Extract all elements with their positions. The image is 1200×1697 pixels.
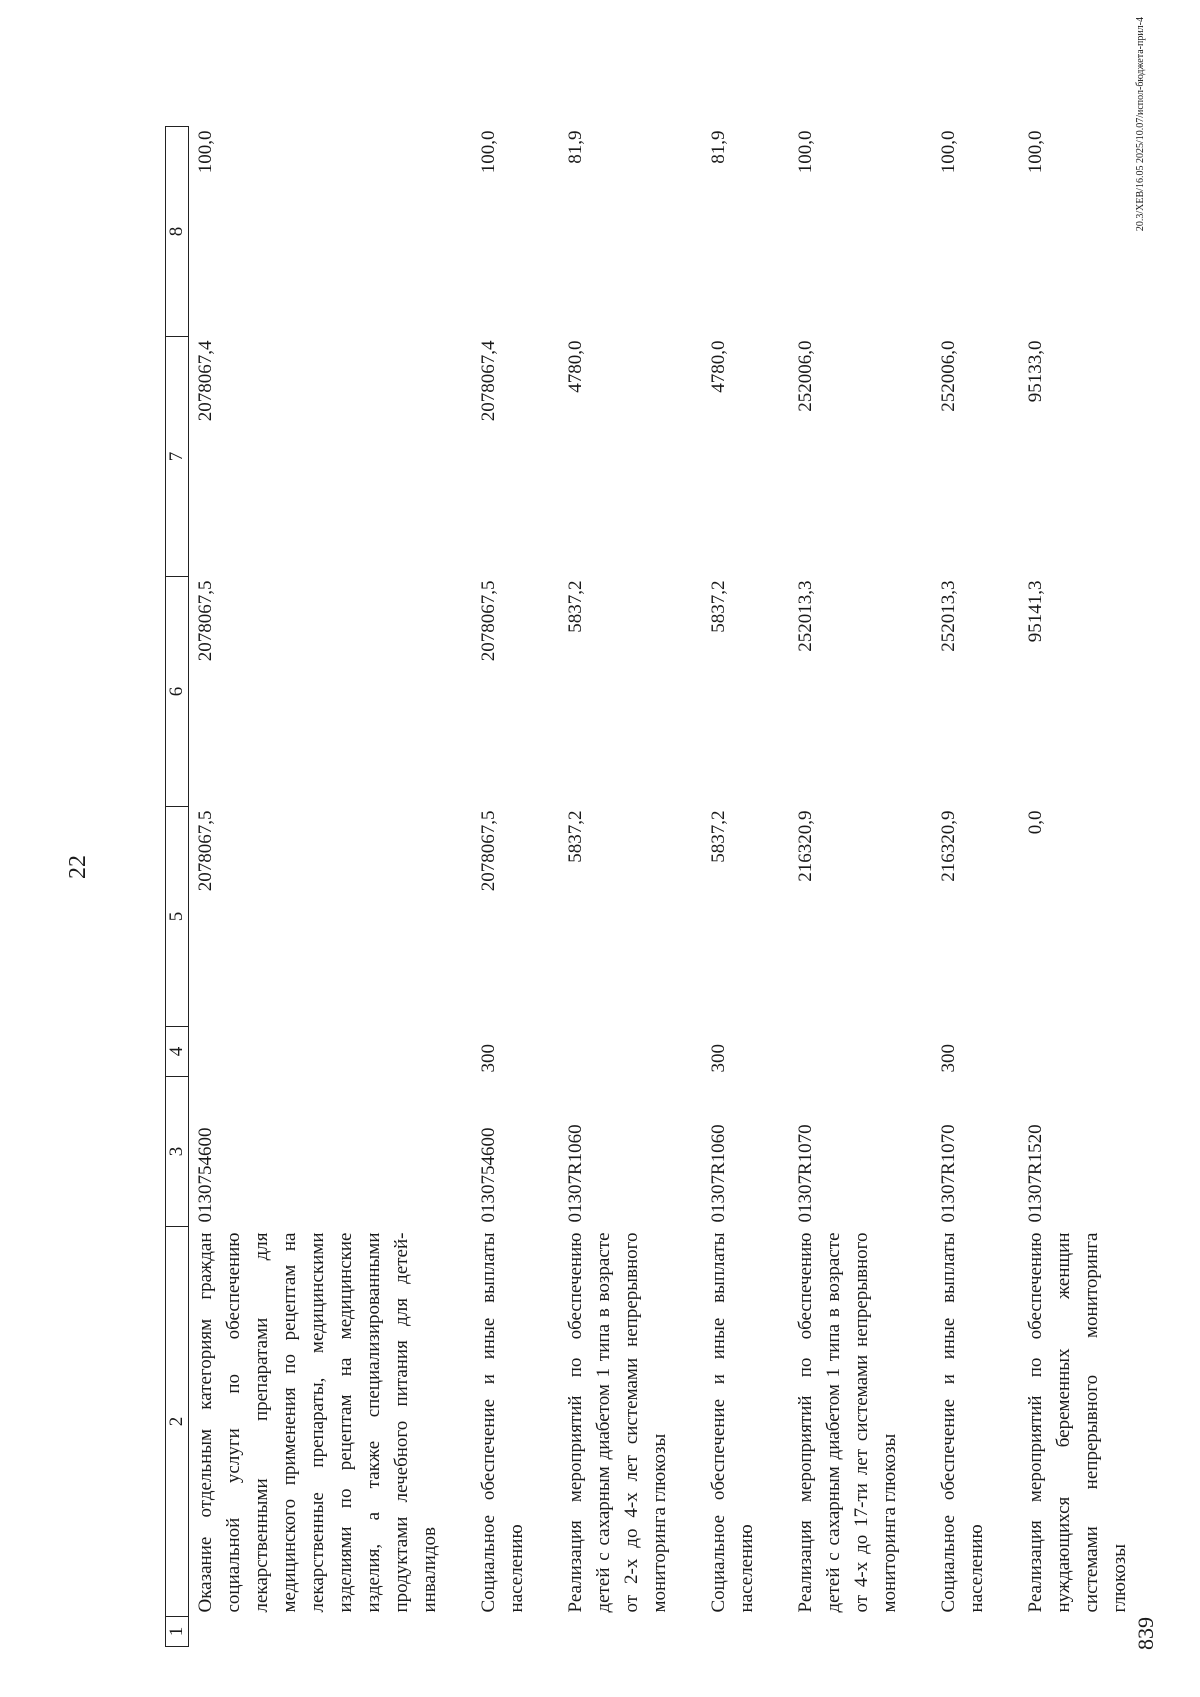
col-header-5: 5 — [166, 807, 189, 1027]
row-value-6: 5837,2 — [565, 580, 586, 633]
col-header-6: 6 — [166, 577, 189, 807]
row-expense-type: 300 — [478, 1044, 499, 1073]
row-description: Оказание отдельным категориям граждан социальной услуги по обеспечению лекарственными препаратами для медицинского применения по рецептам на лекарственные препараты, медицинскими изделиями по рецептам на медицинские изделия, а также специализированными продуктами лечебного питания для детей-инвалидов — [195, 1232, 440, 1613]
row-value-8: 100,0 — [478, 130, 499, 174]
row-description: Реализация мероприятий по обеспечению нуждающихся беременных женщин системами непрерывного мониторинга глюкозы — [1025, 1232, 1130, 1613]
col-header-4: 4 — [166, 1027, 189, 1077]
row-description: Реализация мероприятий по обеспечению детей с сахарным диабетом 1 типа в возрасте от 4-х до 17-ти лет системами непрерывного мониторинга глюкозы — [795, 1232, 900, 1613]
row-value-8: 100,0 — [938, 130, 959, 174]
row-number — [789, 1617, 932, 1647]
row-value-6: 2078067,5 — [195, 580, 216, 662]
row-target-code: 01307R1070 — [938, 1124, 959, 1223]
table-row — [472, 127, 559, 1647]
row-value-5: 0,0 — [1025, 810, 1046, 835]
col-header-8: 8 — [166, 127, 189, 337]
row-expense-type — [189, 1027, 473, 1077]
row-number — [559, 1617, 702, 1647]
row-value-8: 81,9 — [565, 130, 586, 164]
row-expense-type — [789, 1027, 932, 1077]
row-target-code: 01307R1060 — [565, 1124, 586, 1223]
row-target-code: 01307R1070 — [795, 1124, 816, 1223]
row-value-8: 81,9 — [708, 130, 729, 164]
row-expense-type: 300 — [708, 1044, 729, 1073]
row-value-7: 4780,0 — [708, 340, 729, 393]
row-value-7: 4780,0 — [565, 340, 586, 393]
col-header-3: 3 — [166, 1077, 189, 1227]
budget-table — [165, 126, 1162, 1647]
row-value-7: 252006,0 — [795, 340, 816, 412]
row-value-7: 252006,0 — [938, 340, 959, 412]
table-row — [932, 127, 1019, 1647]
col-header-1: 1 — [166, 1617, 189, 1647]
col-header-2: 2 — [166, 1227, 189, 1617]
row-value-5: 216320,9 — [795, 810, 816, 882]
row-value-8: 100,0 — [195, 130, 216, 174]
row-number — [932, 1617, 1019, 1647]
row-value-5: 5837,2 — [708, 810, 729, 863]
row-expense-type — [1019, 1027, 1162, 1077]
row-value-6: 95141,3 — [1025, 580, 1046, 643]
header-row — [166, 127, 189, 1647]
row-value-5: 5837,2 — [565, 810, 586, 863]
row-description: Социальное обеспечение и иные выплаты населению — [938, 1232, 987, 1613]
row-number — [702, 1617, 789, 1647]
row-value-6: 252013,3 — [795, 580, 816, 652]
page-number: 22 — [65, 855, 91, 879]
row-value-6: 5837,2 — [708, 580, 729, 633]
row-value-7: 2078067,4 — [195, 340, 216, 422]
row-value-5: 216320,9 — [938, 810, 959, 882]
row-value-6: 2078067,5 — [478, 580, 499, 662]
row-expense-type: 300 — [938, 1044, 959, 1073]
row-value-8: 100,0 — [1025, 130, 1046, 174]
sheet-number: 839 — [1133, 1617, 1158, 1650]
row-number — [472, 1617, 559, 1647]
row-expense-type — [559, 1027, 702, 1077]
table-row — [559, 127, 702, 1647]
row-number — [189, 1617, 473, 1647]
row-target-code: 0130754600 — [478, 1127, 499, 1223]
row-value-6: 252013,3 — [938, 580, 959, 652]
row-description: Социальное обеспечение и иные выплаты населению — [708, 1232, 757, 1613]
row-description: Реализация мероприятий по обеспечению детей с сахарным диабетом 1 типа в возрасте от 2-х до 4-х лет системами непрерывного мониторинга глюкозы — [565, 1232, 670, 1613]
table-row — [189, 127, 473, 1647]
row-value-7: 95133,0 — [1025, 340, 1046, 403]
table-row — [789, 127, 932, 1647]
row-target-code: 01307R1520 — [1025, 1124, 1046, 1223]
row-value-7: 2078067,4 — [478, 340, 499, 422]
footer-document-code: 20.3/ХЕВ/16.05 2025/10.07/испол-бюджета-прил-4 — [1135, 17, 1146, 232]
row-description: Социальное обеспечение и иные выплаты населению — [478, 1232, 527, 1613]
row-value-8: 100,0 — [795, 130, 816, 174]
row-value-5: 2078067,5 — [478, 810, 499, 892]
col-header-7: 7 — [166, 337, 189, 577]
row-target-code: 01307R1060 — [708, 1124, 729, 1223]
row-value-5: 2078067,5 — [195, 810, 216, 892]
table-row — [702, 127, 789, 1647]
row-target-code: 0130754600 — [195, 1127, 216, 1223]
